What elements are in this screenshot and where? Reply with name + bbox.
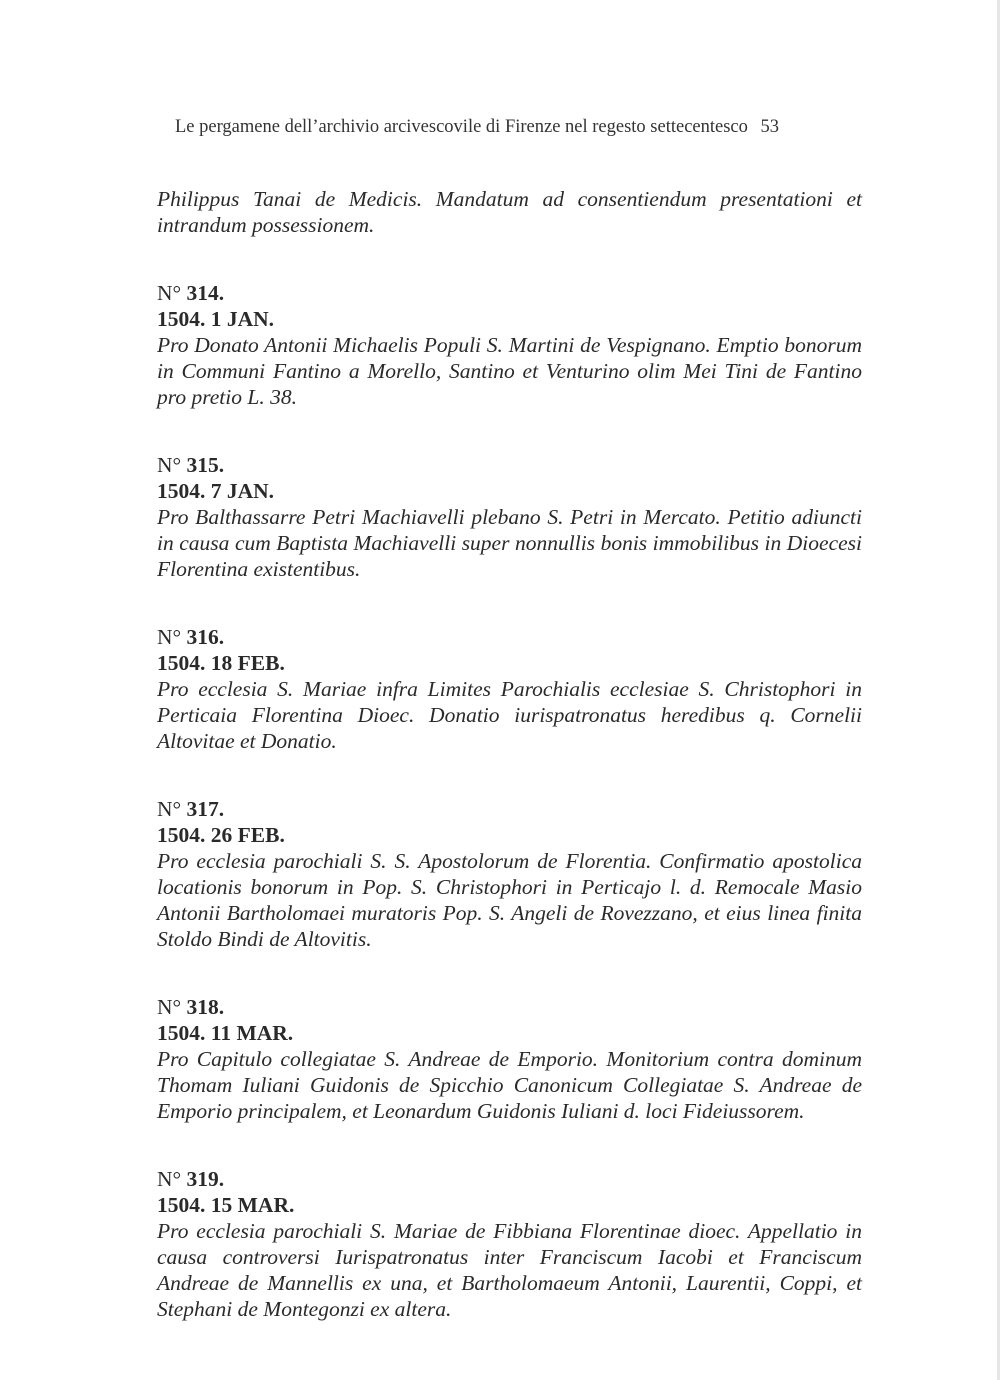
entry-date: 1504. 26 FEB. <box>157 823 285 847</box>
number-value: 319. <box>186 1167 225 1191</box>
entry-number <box>157 994 862 1020</box>
entry-text: Pro Donato Antonii Michaelis Populi S. Martini de Vespignano. Emptio bonorum in Communi Fantino a Morello, Santino et Venturino olim Mei Tini de Fantino pro pretio L. 38. <box>157 333 862 409</box>
entry-number <box>157 280 862 306</box>
number-value: 317. <box>186 797 225 821</box>
entry-text: Pro ecclesia parochiali S. Mariae de Fibbiana Florentinae dioec. Appellatio in causa controversi Iurispatronatus inter Franciscum Iacobi et Franciscum Andreae de Mannellis ex una, et Bartholomaeum Antonii, Laurentii, Coppi, et Stephani de Montegonzi ex altera. <box>157 1219 862 1321</box>
entry-number <box>157 452 862 478</box>
entry-number <box>157 796 862 822</box>
number-label: N° <box>157 797 182 821</box>
page-number: 53 <box>760 117 780 137</box>
number-label: N° <box>157 625 182 649</box>
entry-text: Pro ecclesia parochiali S. S. Apostolorum de Florentia. Confirmatio apostolica locationis bonorum in Pop. S. Christophori in Perticajo l. d. Remocale Masio Antonii Bartholomaei muratoris Pop. S. Angeli de Rovezzano, et eius linea finita Stoldo Bindi de Altovitis. <box>157 849 862 951</box>
number-label: N° <box>157 281 182 305</box>
running-header <box>175 117 865 138</box>
number-value: 318. <box>186 995 225 1019</box>
running-title: Le pergamene dell’archivio arcivescovile di Firenze nel regesto settecentesco <box>175 117 748 137</box>
number-value: 316. <box>186 625 225 649</box>
entry-315 <box>157 452 862 582</box>
entry-date: 1504. 7 JAN. <box>157 479 275 503</box>
entry-314 <box>157 280 862 410</box>
number-label: N° <box>157 1167 182 1191</box>
entry-text: Pro ecclesia S. Mariae infra Limites Parochialis ecclesiae S. Christophori in Perticaia Florentina Dioec. Donatio iurispatronatus heredibus q. Cornelii Altovitae et Donatio. <box>157 677 862 753</box>
entry-316 <box>157 624 862 754</box>
number-label: N° <box>157 995 182 1019</box>
entry-number <box>157 1166 862 1192</box>
entry-number <box>157 624 862 650</box>
document-body <box>157 186 862 1322</box>
entry-date: 1504. 15 MAR. <box>157 1193 295 1217</box>
continuation-text: Philippus Tanai de Medicis. Mandatum ad consentiendum presentationi et intrandum possessionem. <box>157 187 862 237</box>
entry-317 <box>157 796 862 952</box>
entry-date: 1504. 18 FEB. <box>157 651 285 675</box>
entry-318 <box>157 994 862 1124</box>
number-value: 314. <box>186 281 225 305</box>
entry-text: Pro Balthassarre Petri Machiavelli plebano S. Petri in Mercato. Petitio adiuncti in causa cum Baptista Machiavelli super nonnullis bonis immobilibus in Dioecesi Florentina existentibus. <box>157 505 862 581</box>
entry-date: 1504. 1 JAN. <box>157 307 275 331</box>
number-value: 315. <box>186 453 225 477</box>
entry-319 <box>157 1166 862 1322</box>
number-label: N° <box>157 453 182 477</box>
entry-text: Pro Capitulo collegiatae S. Andreae de Emporio. Monitorium contra dominum Thomam Iuliani Guidonis de Spicchio Canonicum Collegiatae S. Andreae de Emporio principalem, et Leonardum Guidonis Iuliani d. loci Fideiussorem. <box>157 1047 862 1123</box>
entry-date: 1504. 11 MAR. <box>157 1021 294 1045</box>
